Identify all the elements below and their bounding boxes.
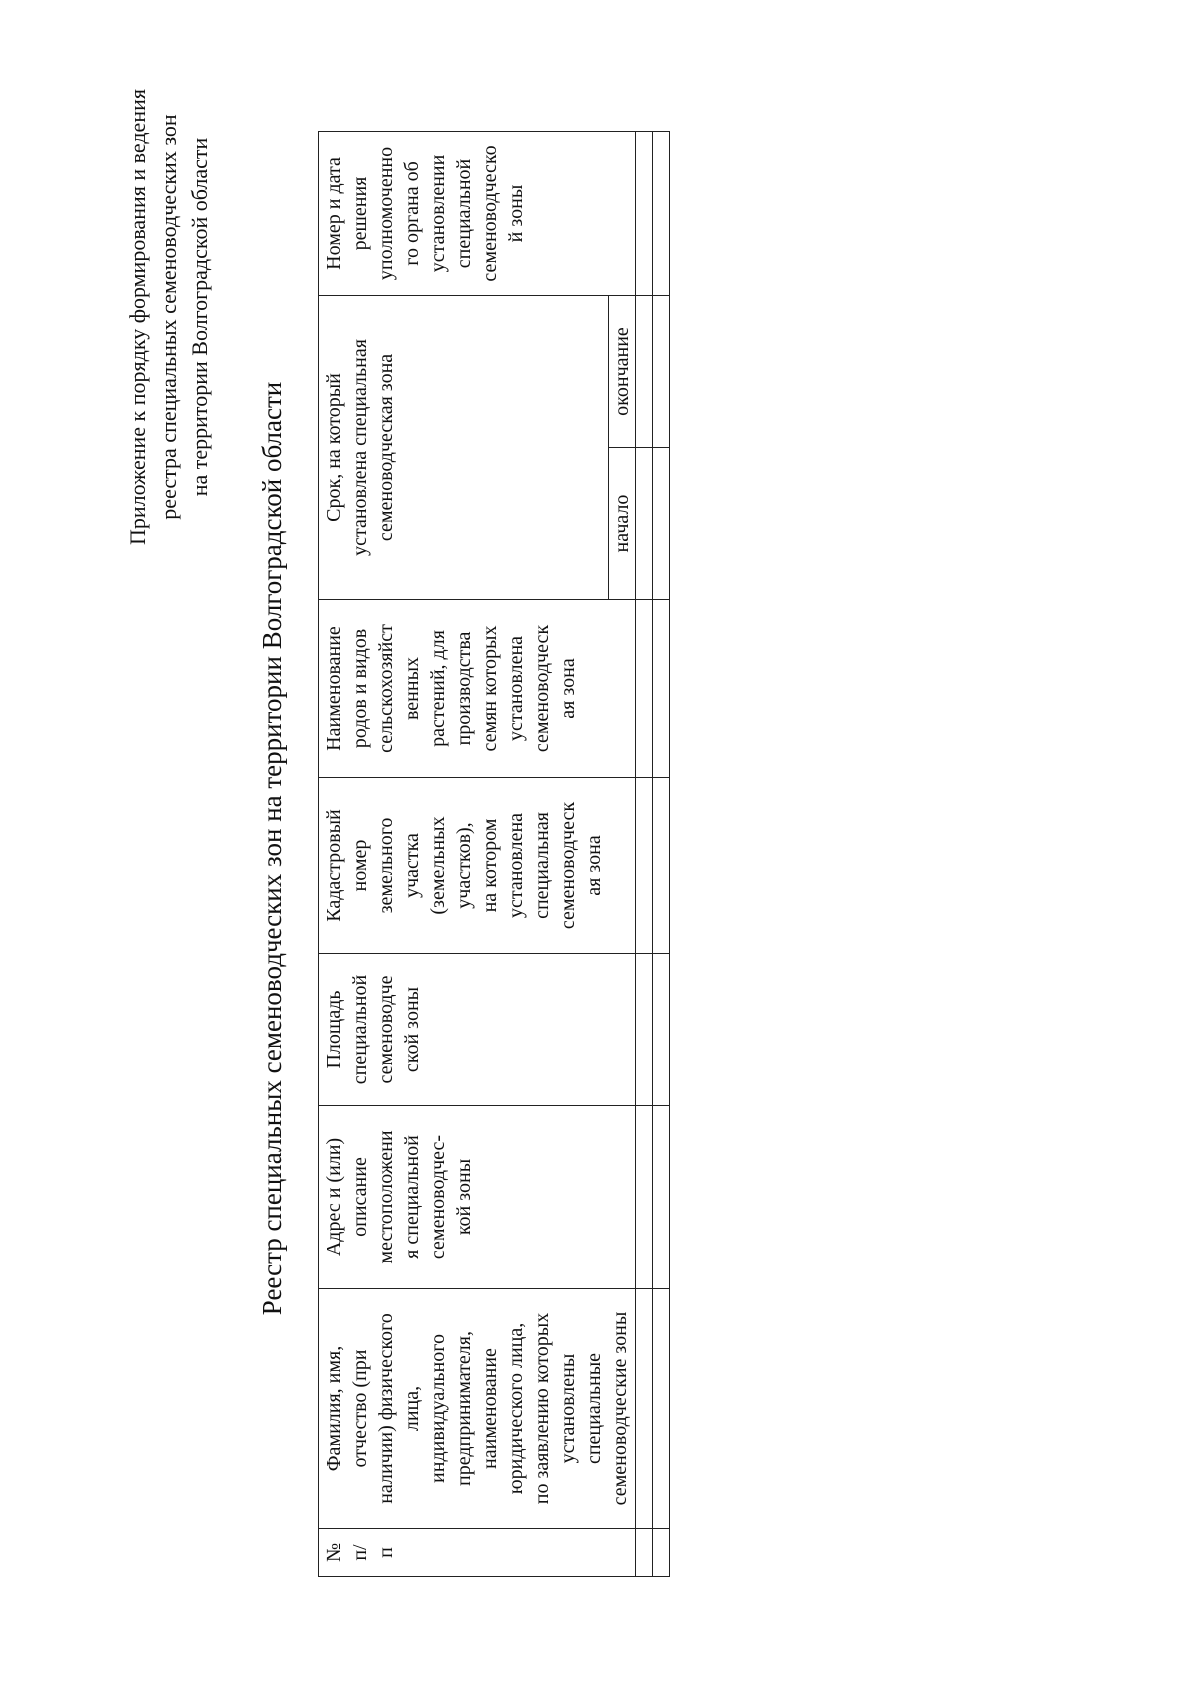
table-cell (653, 1106, 670, 1289)
table-header-row (319, 131, 609, 1576)
header-decision: Номер и дата решения уполномоченно го органа об установлении специальной семеноводческо й зоны (319, 131, 636, 295)
header-area: Площадь специальной семеноводче ской зоны (319, 954, 636, 1106)
header-applicant: Фамилия, имя, отчество (при наличии) физического лица, индивидуального предпринимателя, наименование юридического лица, по заявлению которых установлены специальные семеноводческие зоны (319, 1289, 636, 1529)
table-cell (636, 131, 653, 295)
registry-table (318, 131, 670, 1577)
header-cadastral-number: Кадастровый номер земельного участка (земельных участков), на котором установлена специальная семеноводческ ая зона (319, 778, 636, 954)
table-cell (653, 778, 670, 954)
table-cell (653, 600, 670, 778)
table-cell (653, 954, 670, 1106)
table-cell (636, 954, 653, 1106)
header-number: № п/ п (319, 1529, 636, 1577)
table-cell (636, 448, 653, 600)
table-cell (636, 600, 653, 778)
table-cell (653, 1529, 670, 1577)
table-cell (636, 1106, 653, 1289)
table-cell (636, 1289, 653, 1529)
registry-title: Реестр специальных семеноводческих зон на территории Волгоградской области (257, 381, 287, 1316)
table-cell (653, 131, 670, 295)
table-cell (653, 295, 670, 447)
header-address: Адрес и (или) описание местоположени я специальной семеноводчес- кой зоны (319, 1106, 636, 1289)
table-row (636, 131, 653, 1576)
header-term-start: начало (609, 448, 636, 600)
table-cell (636, 1529, 653, 1577)
table-row (653, 131, 670, 1576)
table-cell (653, 448, 670, 600)
table-cell (653, 1289, 670, 1529)
table-cell (636, 778, 653, 954)
header-term-end: окончание (609, 295, 636, 447)
appendix-note: Приложение к порядку формирования и ведения реестра специальных семеноводческих зон на территории Волгоградской области (125, 89, 212, 546)
table-cell (636, 295, 653, 447)
header-crops: Наименование родов и видов сельскохозяйст венных растений, для производства семян которых установлена семеноводческ ая зона (319, 600, 636, 778)
header-term: Срок, на который установлена специальная семеноводческая зона (319, 295, 609, 599)
